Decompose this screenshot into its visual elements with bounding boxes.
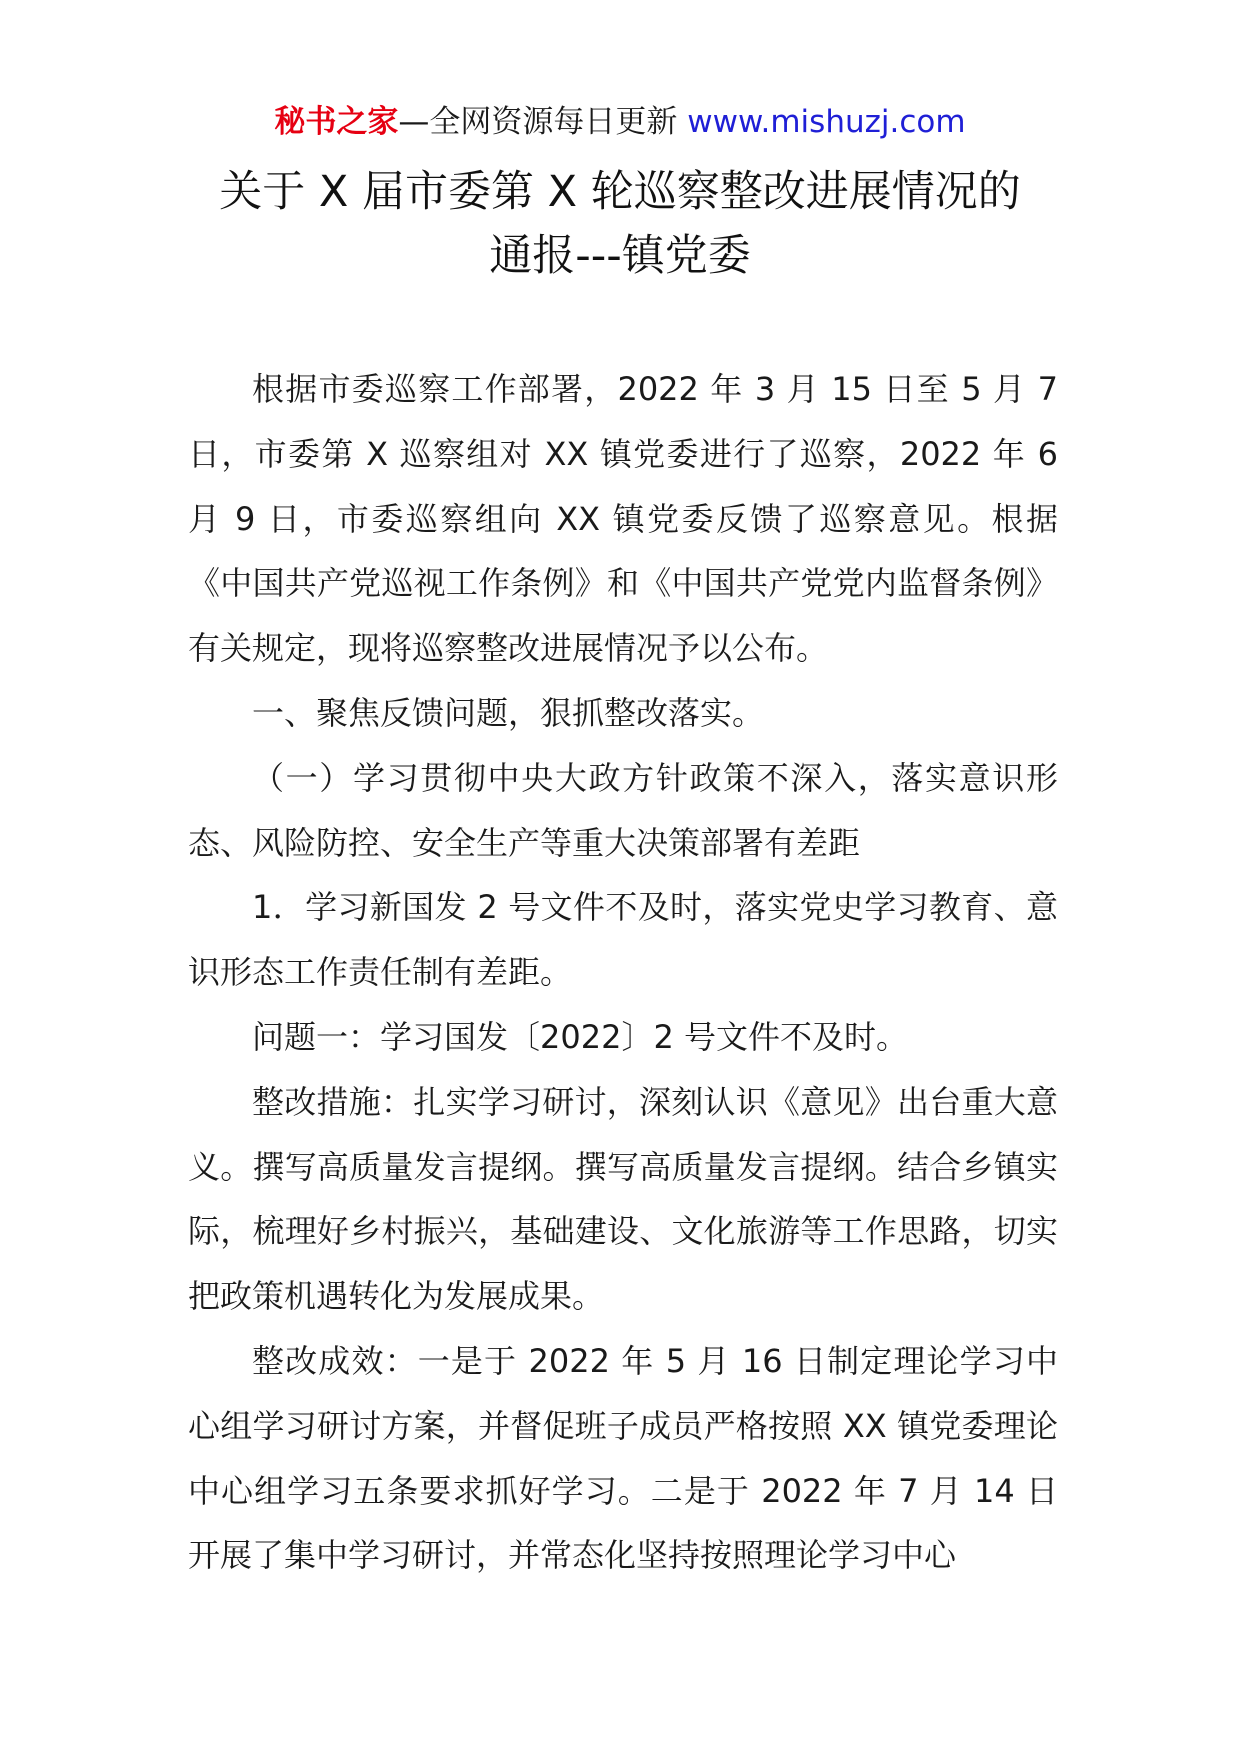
section-heading-1: 一、聚焦反馈问题，狠抓整改落实。 — [252, 693, 765, 732]
site-url-link[interactable]: www.mishuzj.com — [687, 104, 966, 140]
site-slogan: —全网资源每日更新 — [398, 104, 688, 140]
document-body — [188, 357, 1058, 1588]
subsection-heading-1: （一）学习贯彻中央大政方针政策不深入，落实意识形态、风险防控、安全生产等重大决策部署有差距 — [188, 758, 1058, 862]
rectification-results: 整改成效：一是于 2022 年 5 月 16 日制定理论学习中心组学习研讨方案，并督促班子成员严格按照 XX 镇党委理论中心组学习五条要求抓好学习。二是于 2022 年 7 月 14 日开展了集中学习研讨，并常态化坚持按照理论学习中心 — [188, 1341, 1058, 1575]
paragraph-intro: 根据市委巡察工作部署，2022 年 3 月 15 日至 5 月 7 日，市委第 X 巡察组对 XX 镇党委进行了巡察，2022 年 6 月 9 日，市委巡察组向 XX 镇党委反馈了巡察意见。根据《中国共产党巡视工作条例》和《中国共产党党内监督条例》有关规定，现将巡察整改进展情况予以公布。 — [188, 370, 1058, 668]
site-header — [0, 100, 1240, 144]
document-title-line-1: 关于 X 届市委第 X 轮巡察整改进展情况的 — [219, 167, 1021, 217]
rectification-measures: 整改措施：扎实学习研讨，深刻认识《意见》出台重大意义。撰写高质量发言提纲。撰写高质量发言提纲。结合乡镇实际，梳理好乡村振兴，基础建设、文化旅游等工作思路，切实把政策机遇转化为发展成果。 — [188, 1082, 1058, 1316]
problem-1: 问题一：学习国发〔2022〕2 号文件不及时。 — [252, 1017, 908, 1056]
site-brand: 秘书之家 — [274, 104, 399, 140]
document-title — [150, 160, 1090, 288]
document-title-line-2: 通报---镇党委 — [489, 231, 751, 281]
item-heading-1: 1．学习新国发 2 号文件不及时，落实党史学习教育、意识形态工作责任制有差距。 — [188, 888, 1058, 992]
